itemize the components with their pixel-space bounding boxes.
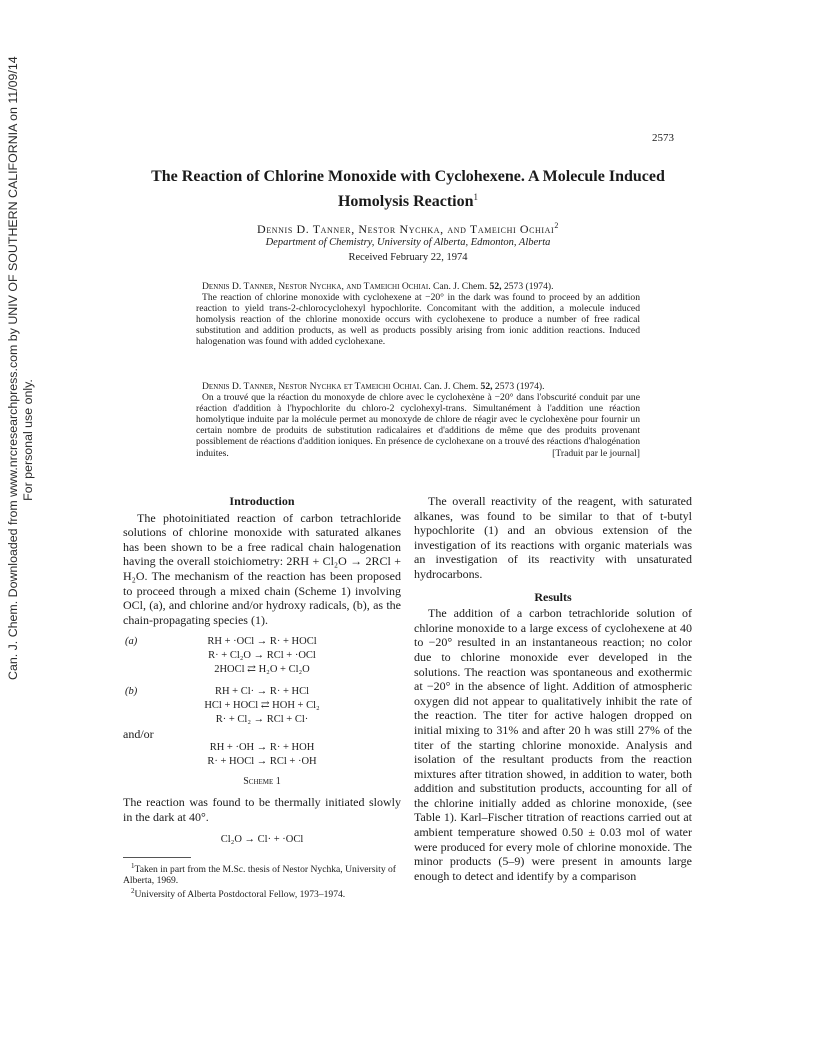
scheme-equation-b3: R· + Cl₂ → RCl + Cl· [215,714,309,726]
left-column [123,494,401,901]
page-number: 2573 [652,132,674,144]
scheme-equation-b1: RH + Cl· → R· + HCl [214,686,310,698]
scheme-equation-c2: R· + HOCl → RCl + ·OH [207,756,317,768]
download-watermark-text [6,56,36,680]
scheme-equation-a3: 2HOCl ⇄ H₂O + Cl₂O [214,664,310,676]
watermark-line-2: For personal use only. [21,379,35,501]
abstract-fr-citation [196,381,640,392]
initiation-equation: Cl₂O → Cl· + ·OCl [220,833,304,845]
abstract-french [196,381,640,459]
footnote-2-text: University of Alberta Postdoctoral Fellow, 1973–1974. [134,889,346,901]
scheme-1 [123,635,401,789]
abstract-english [196,281,640,348]
article-title [110,167,706,212]
footnote-1-mark: 1 [131,862,135,871]
affiliation: Department of Chemistry, University of Alberta, Edmonton, Alberta [265,237,551,248]
scheme-equation-b2: HCl + HOCl ⇄ HOH + Cl₂ [204,700,320,712]
overview-paragraph: The overall reactivity of the reagent, with saturated alkanes, was found to be similar to that of t-butyl hypochlorite (1) and an obvious extension of the investigation of its reactions with organic materials was an investigation of its reactivity with unsaturated hydrocarbons. [414,494,692,581]
abstract-fr-citation-volume: 52, [480,381,493,392]
scheme-label-a: (a) [125,636,138,648]
scheme-equation-a2: R· + Cl₂O → RCl + ·OCl [208,650,316,662]
footnote-1-text: Taken in part from the M.Sc. thesis of Nestor Nychka, University of Alberta, 1969. [123,864,396,887]
authors-footnote-mark: 2 [554,221,559,230]
introduction-heading: Introduction [229,494,295,508]
abstract-en-citation-pages: 2573 (1974). [503,281,554,292]
author-list [110,221,706,237]
received-date: Received February 22, 1974 [348,252,468,263]
results-paragraph: The addition of a carbon tetrachloride solution of chlorine monoxide to a large excess of cyclohexene at 40 to −20° resulted in an instantaneous reaction; no color due to chlorine monoxide ever developed in the solutions. The reaction was spontaneous and exothermic at −20° in the absence of light. Addition of atmospheric oxygen did not appear to qualitatively inhibit the rate of the reaction. The titer for active halogen dropped on initial mixing to 31% and after 20 h was still 27% of the titer of the starting chlorine monoxide. Analysis and isolation of the resultant products from the reaction mixtures after titration showed, in addition to water, both addition and substitution products, accounting for all of the chlorine initially added as chlorine monoxide, (see Table 1). Karl–Fischer titration of reactions carried out at ambient temperature showed 0.50 ± 0.03 mol of water were produced for every mole of chlorine monoxide. The minor products (5–9) were present in amounts large enough to detect and identify by a comparison [414,606,692,883]
abstract-fr-citation-authors: Dennis D. Tanner, Nestor Nychka et Tameichi Ochiai. [202,381,422,392]
download-watermark [6,56,42,680]
footnote-2 [123,886,401,900]
translation-note: [Traduit par le journal] [552,447,640,459]
footnote-1 [123,861,401,886]
title-line-1: The Reaction of Chlorine Monoxide with Cyclohexene. A Molecule Induced [151,168,665,185]
abstract-en-citation-authors: Dennis D. Tanner, Nestor Nychka, and Tameichi Ochiai. [202,281,431,292]
scheme-caption: Scheme 1 [243,776,281,788]
scheme-equation-c1: RH + ·OH → R· + HOH [209,742,315,754]
title-footnote-mark: 1 [473,192,479,202]
introduction-paragraph-1: The photoinitiated reaction of carbon tetrachloride solutions of chlorine monoxide with saturated alkanes has been shown to be a free radical chain halogenation having the overall stoichiometry: 2RH + Cl₂O → 2RCl + H₂O. The mechanism of the reaction has been proposed to proceed through a mixed chain (Scheme 1) involving OCl, (a), and chlorine and/or hydroxy radicals, (b), as the chain-propagating species (1). [123,510,401,627]
abstract-en-citation-journal: Can. J. Chem. [433,281,488,292]
title-line-2: Homolysis Reaction [337,193,474,210]
abstract-fr-citation-journal: Can. J. Chem. [424,381,479,392]
abstract-en-citation [196,281,640,292]
abstract-fr-body [196,392,640,459]
scheme-label-b: (b) [125,686,138,698]
abstract-en-body: The reaction of chlorine monoxide with cyclohexene at −20° in the dark was found to proceed by an addition reaction to yield trans-2-chlorocyclohexyl hypochlorite. Concomitant with the addition, a molecule induced homolysis reaction of the chlorine monoxide occurs with cyclohexene to produce a number of free radical substitution and addition products, as well as products possibly arising from ionic addition reactions. Induced halogenation was found with added cyclohexane. [196,292,640,348]
authors-text: Dennis D. Tanner, Nestor Nychka, and Tameichi Ochiai [257,222,555,236]
scheme-and-or: and/or [123,727,154,742]
right-column [414,494,692,883]
watermark-line-1: Can. J. Chem. Downloaded from www.nrcresearchpress.com by UNIV OF SOUTHERN CALIFORNIA on 11/09/14 [6,56,20,680]
footnote-2-mark: 2 [131,887,135,896]
abstract-fr-body-text: On a trouvé que la réaction du monoxyde de chlore avec le cyclohexène à −20° dans l'obscurité conduit par une réaction d'addition à l'hypochlorite du chloro-2 cyclohexyl-trans. Simultanément à l'addition une réaction homolytique induite par la molécule permet au monoxyde de chlore de réagir avec le cyclohexène pour fournir un certain nombre de produits de substitution radicalaires et d'additions de même que des produits provenant possiblement de réactions d'addition ioniques. En présence de cyclohexane on a trouvé des réactions d'halogénation induites. [196,392,640,459]
footnote-divider [123,857,191,858]
abstract-fr-citation-pages: 2573 (1974). [494,381,545,392]
introduction-paragraph-2: The reaction was found to be thermally initiated slowly in the dark at 40°. [123,795,401,824]
abstract-en-citation-volume: 52, [489,281,502,292]
results-heading: Results [534,589,572,604]
scheme-equation-a1: RH + ·OCl → R· + HOCl [207,636,317,648]
